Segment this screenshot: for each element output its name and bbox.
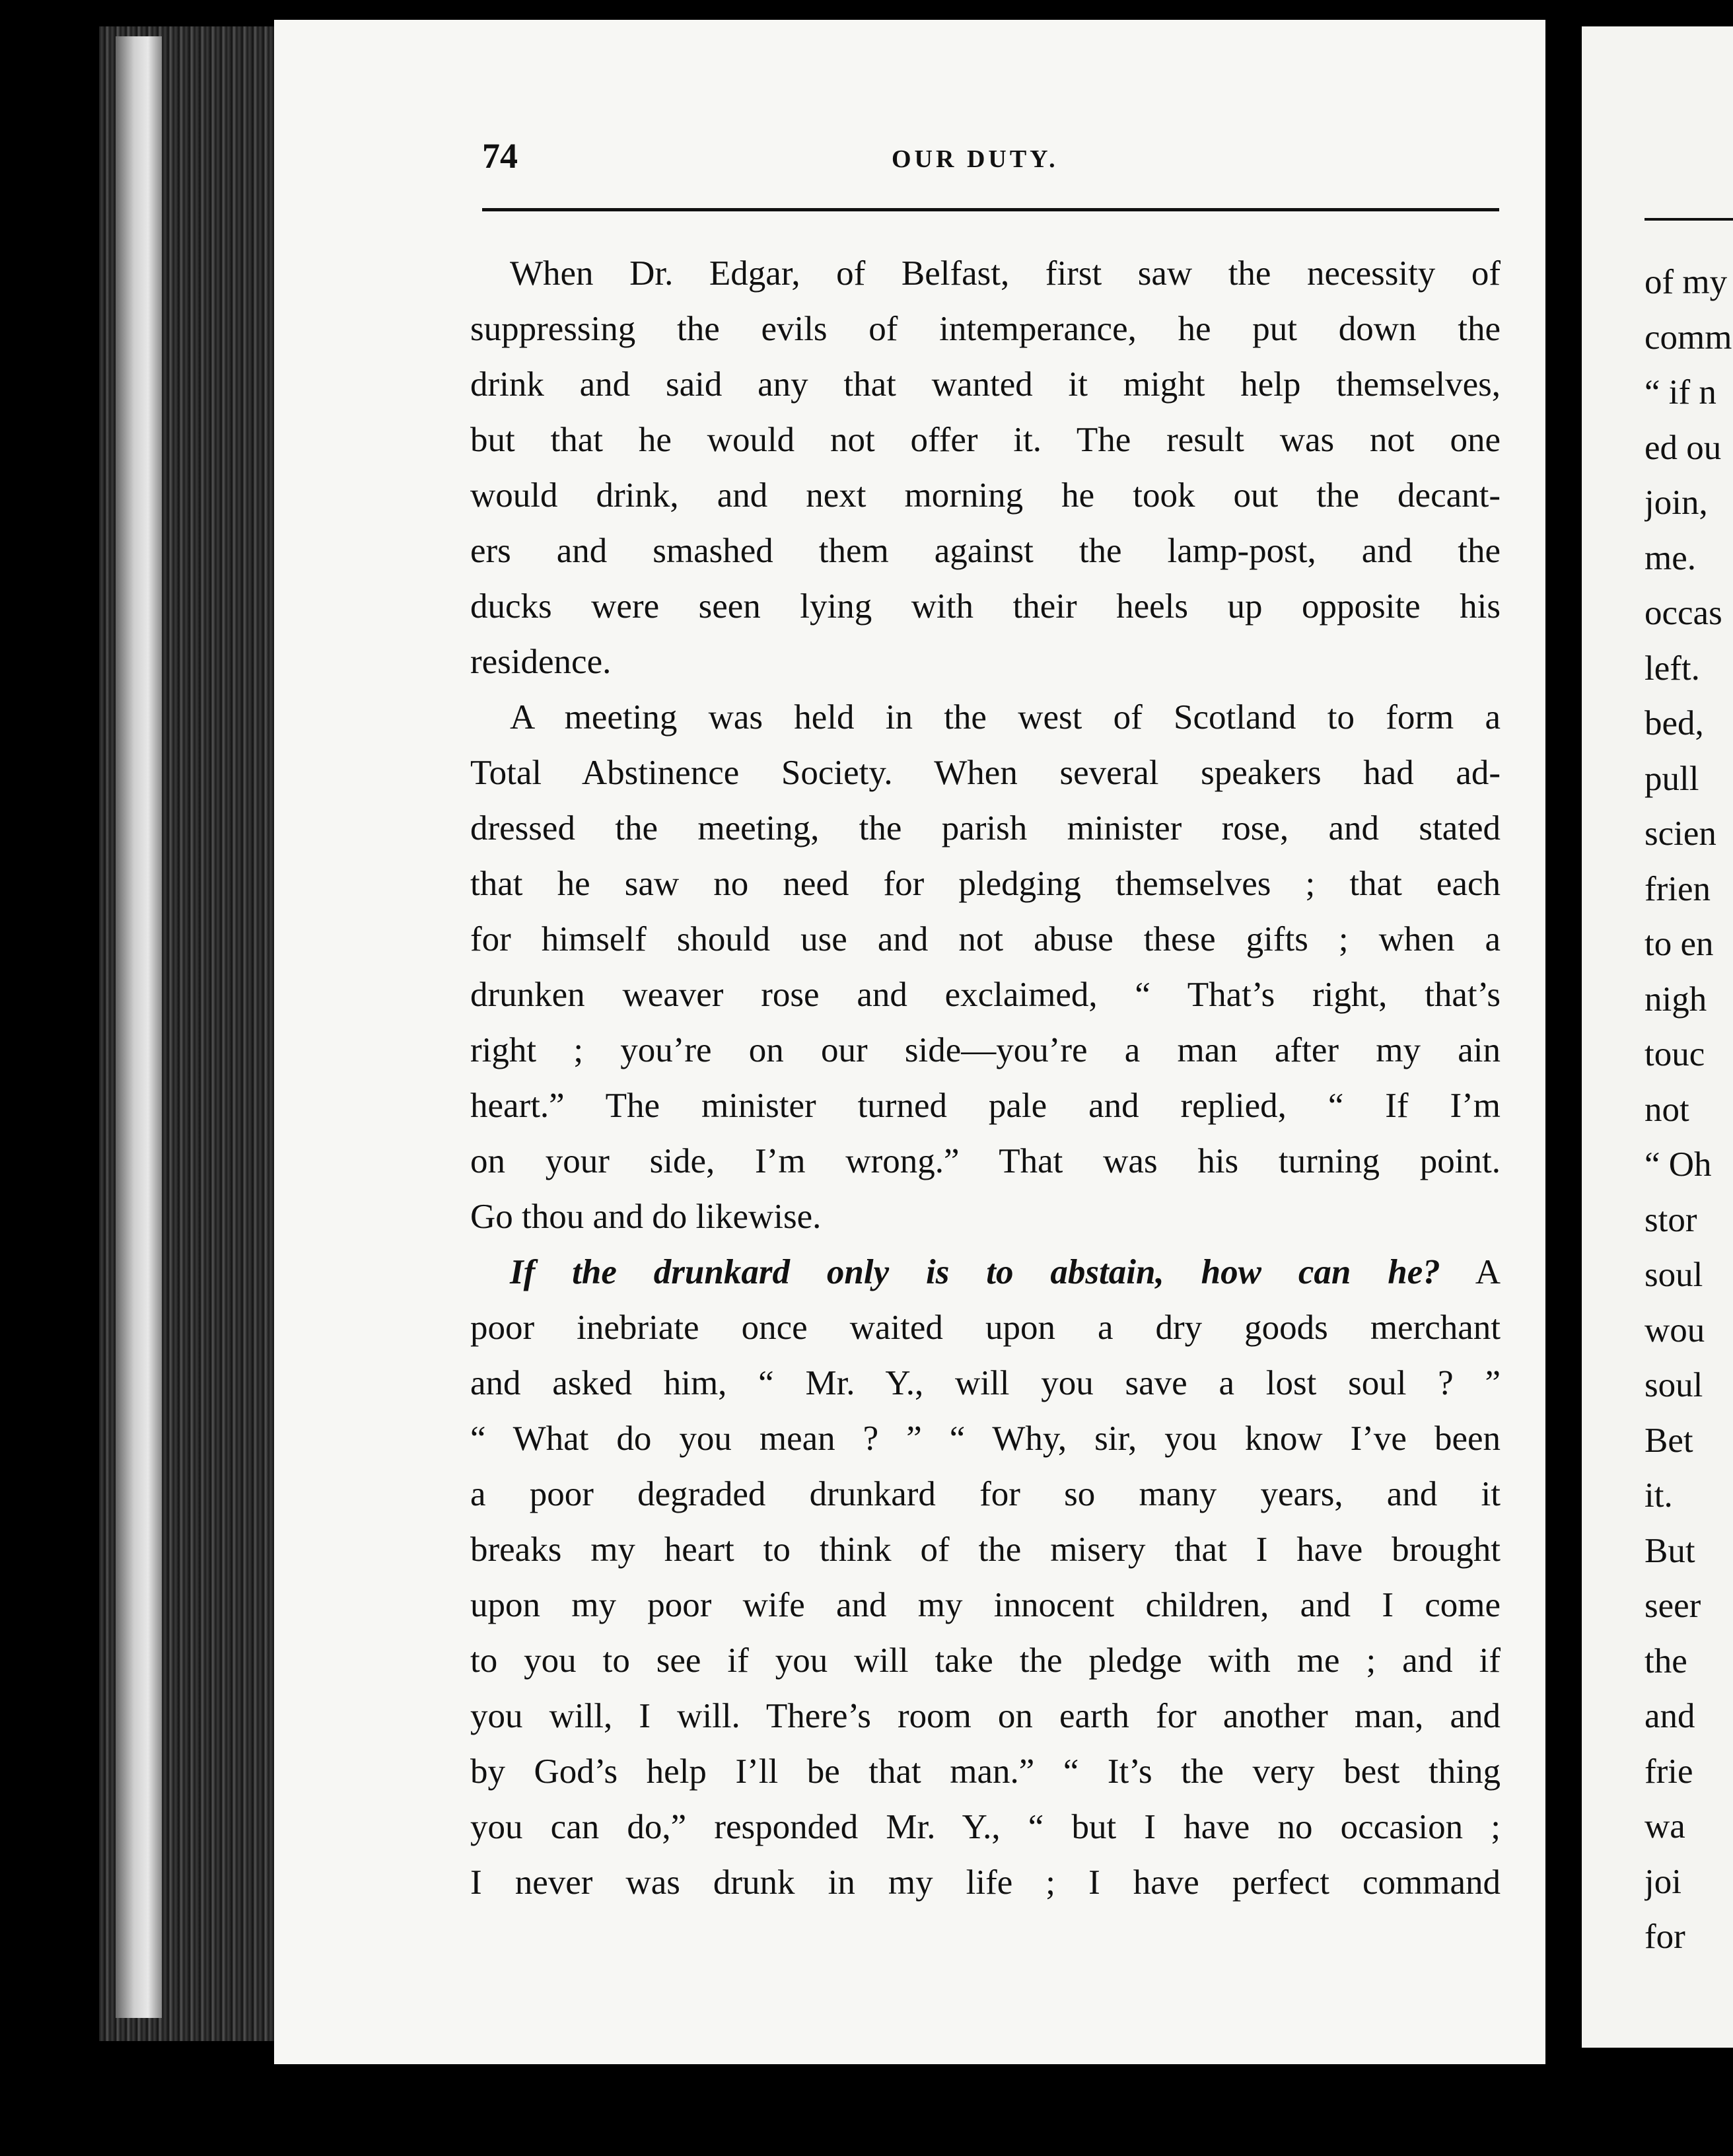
page-edges — [116, 36, 162, 2018]
text-line: a poor degraded drunkard for so many years, and it — [470, 1475, 1501, 1513]
text-line: A meeting was held in the west of Scotland to form a — [510, 698, 1501, 737]
text-line: Go thou and do likewise. — [470, 1198, 822, 1236]
right-page-line: and — [1645, 1697, 1695, 1735]
right-page-line: wou — [1645, 1311, 1705, 1349]
text-line: right ; you’re on our side—you’re a man after my ain — [470, 1031, 1501, 1069]
right-page-line: pull — [1645, 759, 1699, 798]
header-rule — [482, 208, 1499, 211]
right-page-line: But — [1645, 1531, 1695, 1570]
text-line: I never was drunk in my life ; I have perfect command — [470, 1863, 1501, 1902]
right-page-line: occas — [1645, 594, 1722, 632]
text-line: by God’s help I’ll be that man.” “ It’s the very best thing — [470, 1752, 1501, 1791]
text-line: Total Abstinence Society. When several speakers had ad- — [470, 754, 1501, 792]
running-head: OUR DUTY. — [892, 145, 1059, 173]
right-page-line: Bet — [1645, 1421, 1693, 1460]
right-page-line: “ Oh — [1645, 1145, 1712, 1184]
body-text — [470, 246, 1501, 1910]
right-header-rule — [1645, 218, 1733, 221]
right-page-line: of my — [1645, 263, 1728, 301]
text-line: When Dr. Edgar, of Belfast, first saw the necessity of — [510, 254, 1501, 293]
right-page-line: frien — [1645, 869, 1711, 908]
text-line: you can do,” responded Mr. Y., “ but I have no occasion ; — [470, 1808, 1501, 1846]
text-line: on your side, I’m wrong.” That was his turning point. — [470, 1142, 1501, 1180]
right-page-line: comm — [1645, 318, 1732, 357]
text-line: would drink, and next morning he took out the decant- — [470, 476, 1501, 515]
text-line: “ What do you mean ? ” “ Why, sir, you know I’ve been — [470, 1419, 1501, 1458]
right-page-line: stor — [1645, 1200, 1697, 1239]
italic-sentence: If the drunkard only is to abstain, how can he? — [510, 1253, 1440, 1291]
right-page-line: soul — [1645, 1366, 1703, 1404]
text-line: that he saw no need for pledging themselves ; that each — [470, 865, 1501, 903]
text-line: but that he would not offer it. The result was not one — [470, 421, 1501, 459]
right-page-line: “ if n — [1645, 373, 1716, 412]
right-page-line: it. — [1645, 1476, 1673, 1515]
right-page-line: join, — [1645, 484, 1708, 522]
text-line: dressed the meeting, the parish minister rose, and stated — [470, 809, 1501, 847]
right-page-line: soul — [1645, 1256, 1703, 1294]
text-line: upon my poor wife and my innocent children, and I come — [470, 1586, 1501, 1624]
right-page-line: left. — [1645, 649, 1700, 688]
page-header — [476, 135, 1499, 188]
text-line: ers and smashed them against the lamp-post, and the — [470, 532, 1501, 570]
text-line: poor inebriate once waited upon a dry goods merchant — [470, 1309, 1501, 1347]
right-page-line: frie — [1645, 1752, 1693, 1791]
right-page-line: wa — [1645, 1807, 1685, 1846]
text-line: to you to see if you will take the pledge with me ; and if — [470, 1641, 1501, 1680]
text-line: drink and said any that wanted it might help themselves, — [470, 365, 1501, 404]
right-page-line: not — [1645, 1090, 1689, 1129]
page-number: 74 — [482, 136, 518, 176]
right-page-line: scien — [1645, 814, 1716, 853]
right-page-line: the — [1645, 1641, 1687, 1680]
right-page-line: joi — [1645, 1862, 1681, 1901]
text-line: residence. — [470, 643, 612, 681]
line-text: A — [1440, 1253, 1501, 1291]
right-page-line: for — [1645, 1918, 1685, 1956]
text-line: heart.” The minister turned pale and replied, “ If I’m — [470, 1087, 1501, 1125]
right-page-line: nigh — [1645, 980, 1707, 1019]
text-line: and asked him, “ Mr. Y., will you save a lost soul ? ” — [470, 1364, 1501, 1402]
right-page-text — [1645, 255, 1733, 1965]
text-line: you will, I will. There’s room on earth for another man, and — [470, 1697, 1501, 1735]
text-line — [470, 1244, 1501, 1300]
text-line: drunken weaver rose and exclaimed, “ That’s right, that’s — [470, 976, 1501, 1014]
right-page-line: ed ou — [1645, 428, 1722, 467]
text-line: for himself should use and not abuse these gifts ; when a — [470, 920, 1501, 958]
text-line: ducks were seen lying with their heels up opposite his — [470, 587, 1501, 626]
text-line: suppressing the evils of intemperance, he put down the — [470, 310, 1501, 348]
right-page-line: to en — [1645, 925, 1714, 963]
right-page-line: me. — [1645, 538, 1696, 577]
right-page-line: touc — [1645, 1035, 1705, 1073]
right-page-line: seer — [1645, 1587, 1701, 1625]
right-page-line: bed, — [1645, 704, 1704, 742]
text-line: breaks my heart to think of the misery that I have brought — [470, 1530, 1501, 1569]
